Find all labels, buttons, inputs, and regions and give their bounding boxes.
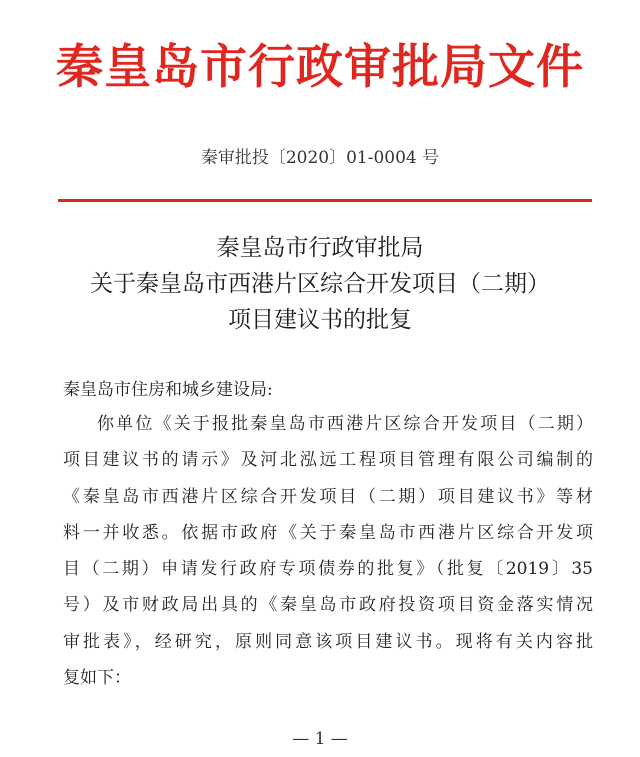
body-line: 《秦皇岛市西港片区综合开发项目（二期）项目建议书》等材 [63,486,593,507]
document-subject [0,230,640,338]
addressee: 秦皇岛市住房和城乡建设局: [63,380,273,400]
document-number: 秦审批投〔2020〕01-0004 号 [200,148,440,168]
red-separator-line [58,199,592,202]
body-line: 料一并收悉。依据市政府《关于秦皇岛市西港片区综合开发项 [63,522,593,543]
body-line: 审批表》，经研究，原则同意该项目建议书。现将有关内容批 [63,631,593,652]
body-line: 复如下： [63,668,131,689]
body-line: 号）及市财政局出具的《秦皇岛市政府投资项目资金落实情况 [63,595,593,616]
body-line: 项目建议书的请示》及河北泓远工程项目管理有限公司编制的 [63,450,593,471]
subject-line-2: 关于秦皇岛市西港片区综合开发项目（二期） [90,271,550,297]
document-header-title: 秦皇岛市行政审批局文件 [56,40,584,95]
body-line: 目（二期）申请发行政府专项债券的批复》（批复〔2019〕35 [63,559,593,580]
body-line: 你单位《关于报批秦皇岛市西港片区综合开发项目（二期） [97,414,593,434]
page-number: — 1 — [292,729,348,749]
subject-line-1: 秦皇岛市行政审批局 [216,235,424,261]
document-body [63,412,593,702]
subject-line-3: 项目建议书的批复 [228,307,412,333]
